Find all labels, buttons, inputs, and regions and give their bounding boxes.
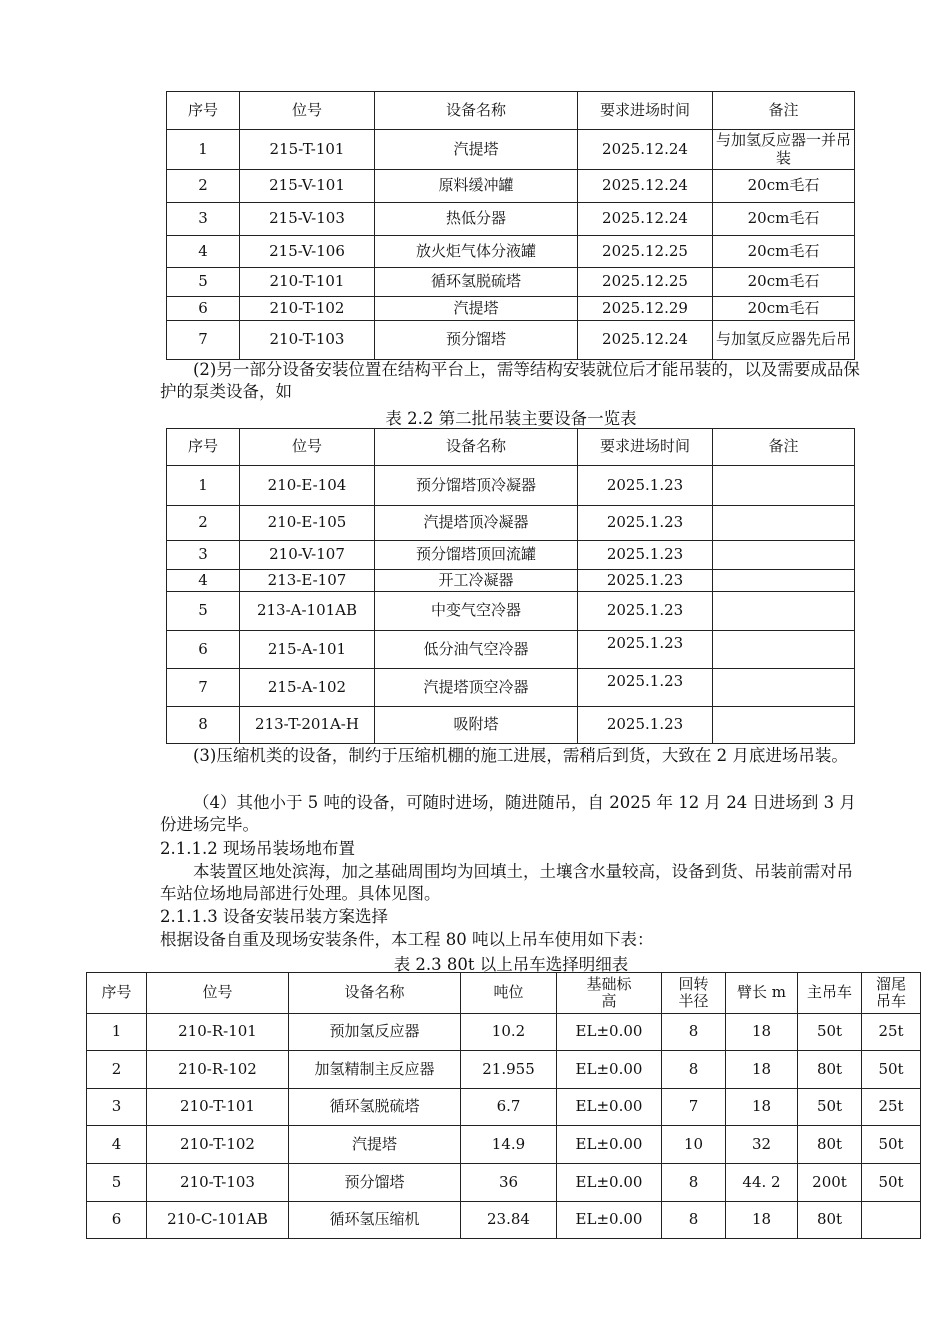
cell: 7 [167,669,240,707]
table-row [167,707,855,744]
cell: 4 [87,1126,147,1164]
cell: 7 [167,321,240,360]
table-row [167,236,855,268]
cell: 14.9 [461,1126,557,1164]
column-header: 臂长 m [726,973,798,1014]
cell: 放火炬气体分液罐 [375,236,578,268]
cell: 循环氢压缩机 [289,1202,461,1239]
cell: 5 [167,592,240,631]
cell: 2 [87,1051,147,1089]
table-row [167,297,855,321]
cell: 210-V-107 [240,541,375,570]
column-header: 设备名称 [289,973,461,1014]
cell: 210-C-101AB [147,1202,289,1239]
cell: 2025.12.24 [578,130,713,170]
cell: 2025.1.23 [578,541,713,570]
cell: 50t [798,1089,862,1126]
cell: 6 [167,631,240,669]
cell: 与加氢反应器一并吊装 [713,130,855,170]
table-row [87,1051,921,1089]
table-row [167,592,855,631]
cell: 3 [167,541,240,570]
table-crane-selection [86,972,921,1239]
cell: 210-T-103 [147,1164,289,1202]
cell: 低分油气空冷器 [375,631,578,669]
cell: 汽提塔顶冷凝器 [375,506,578,541]
cell: 4 [167,570,240,592]
paragraph-5: 本装置区地处滨海，加之基础周围均为回填土，土壤含水量较高，设备到货、吊装前需对吊车站位场地局部进行处理。具体见图。 [160,862,853,903]
cell: 200t [798,1164,862,1202]
cell: EL±0.00 [557,1051,662,1089]
cell: 8 [662,1202,726,1239]
cell: 20cm毛石 [713,297,855,321]
cell: 2 [167,506,240,541]
cell: 1 [167,466,240,506]
table-row [87,1164,921,1202]
cell: 50t [862,1126,921,1164]
cell: 210-R-101 [147,1014,289,1051]
cell: 80t [798,1126,862,1164]
cell: 6 [87,1202,147,1239]
cell: 10 [662,1126,726,1164]
cell: 20cm毛石 [713,170,855,203]
cell: EL±0.00 [557,1014,662,1051]
cell: 6 [167,297,240,321]
table-row [167,669,855,707]
table-row [167,541,855,570]
cell [713,506,855,541]
cell [713,541,855,570]
cell: 循环氢脱硫塔 [375,268,578,297]
column-header: 序号 [167,429,240,466]
cell: 80t [798,1051,862,1089]
cell: 213-T-201A-H [240,707,375,744]
cell: 预加氢反应器 [289,1014,461,1051]
cell: 预分馏塔 [289,1164,461,1202]
cell: EL±0.00 [557,1164,662,1202]
cell: 215-T-101 [240,130,375,170]
cell [713,631,855,669]
cell: 原料缓冲罐 [375,170,578,203]
column-header: 位号 [240,429,375,466]
cell [713,707,855,744]
cell: 210-E-105 [240,506,375,541]
cell: 循环氢脱硫塔 [289,1089,461,1126]
cell: 8 [662,1164,726,1202]
cell: 2 [167,170,240,203]
cell [713,669,855,707]
cell: 2025.12.24 [578,203,713,236]
cell: 215-V-103 [240,203,375,236]
paragraph-3: (3)压缩机类的设备，制约于压缩机棚的施工进展，需稍后到货，大致在 2 月底进场吊装。 [193,746,848,765]
cell: 32 [726,1126,798,1164]
cell: 8 [662,1051,726,1089]
cell: 2025.12.29 [578,297,713,321]
cell: 汽提塔 [375,130,578,170]
cell: 2025.1.23 [578,707,713,744]
cell: 3 [87,1089,147,1126]
cell: 215-A-101 [240,631,375,669]
paragraph-6: 根据设备自重及现场安装条件，本工程 80 吨以上吊车使用如下表： [160,930,654,949]
table-row [167,170,855,203]
cell: 210-T-101 [147,1089,289,1126]
table-caption-3: 表 2.3 80t 以上吊车选择明细表 [393,955,629,974]
column-header: 设备名称 [375,429,578,466]
table-row [167,506,855,541]
cell: 21.955 [461,1051,557,1089]
cell: 预分馏塔顶冷凝器 [375,466,578,506]
cell: 2025.12.25 [578,236,713,268]
cell: 1 [167,130,240,170]
cell: 44. 2 [726,1164,798,1202]
cell: EL±0.00 [557,1089,662,1126]
cell: 2025.1.23 [578,570,713,592]
table-second-batch [166,428,855,744]
cell [713,592,855,631]
table-row [87,1202,921,1239]
cell: EL±0.00 [557,1126,662,1164]
cell: 213-E-107 [240,570,375,592]
table-caption-2: 表 2.2 第二批吊装主要设备一览表 [385,409,637,428]
cell: 8 [662,1014,726,1051]
cell: 2025.12.24 [578,170,713,203]
cell: 2025.1.23 [578,506,713,541]
cell: 210-R-102 [147,1051,289,1089]
cell: 18 [726,1202,798,1239]
cell: 预分馏塔顶回流罐 [375,541,578,570]
cell: 热低分器 [375,203,578,236]
cell: 吸附塔 [375,707,578,744]
table-row [167,466,855,506]
cell: 5 [167,268,240,297]
cell: 25t [862,1089,921,1126]
cell: 210-T-103 [240,321,375,360]
cell: 20cm毛石 [713,268,855,297]
table-row [87,1126,921,1164]
cell: 2025.1.23 [578,592,713,631]
column-header: 基础标高 [557,973,662,1014]
cell: 18 [726,1051,798,1089]
cell: 50t [862,1051,921,1089]
cell: 213-A-101AB [240,592,375,631]
cell: 80t [798,1202,862,1239]
cell [713,466,855,506]
table-row [167,130,855,170]
column-header: 要求进场时间 [578,429,713,466]
table-row [167,631,855,669]
cell: 汽提塔顶空冷器 [375,669,578,707]
cell: 汽提塔 [289,1126,461,1164]
table-row [87,1089,921,1126]
column-header: 溜尾吊车 [862,973,921,1014]
column-header: 主吊车 [798,973,862,1014]
table-row [167,321,855,360]
cell: 2025.12.24 [578,321,713,360]
cell: 210-T-102 [240,297,375,321]
cell: 23.84 [461,1202,557,1239]
cell: 210-E-104 [240,466,375,506]
cell: 加氢精制主反应器 [289,1051,461,1089]
cell: 预分馏塔 [375,321,578,360]
column-header: 序号 [167,92,240,130]
cell: 2025.1.23 [578,466,713,506]
cell: 215-A-102 [240,669,375,707]
cell: 10.2 [461,1014,557,1051]
cell: 25t [862,1014,921,1051]
cell: 210-T-101 [240,268,375,297]
cell: 4 [167,236,240,268]
column-header: 要求进场时间 [578,92,713,130]
column-header: 位号 [240,92,375,130]
table-row [167,570,855,592]
cell: 3 [167,203,240,236]
column-header: 回转半径 [662,973,726,1014]
paragraph-4: （4）其他小于 5 吨的设备，可随时进场，随进随吊，自 2025 年 12 月 24 日进场到 3 月份进场完毕。 [160,793,856,834]
paragraph-2: (2)另一部分设备安装位置在结构平台上，需等结构安装就位后才能吊装的，以及需要成品保护的泵类设备，如 [160,360,860,401]
cell [862,1202,921,1239]
cell: 与加氢反应器先后吊 [713,321,855,360]
column-header: 序号 [87,973,147,1014]
cell: 20cm毛石 [713,203,855,236]
cell: 8 [167,707,240,744]
cell: 2025.1.23 [578,631,713,669]
cell: 7 [662,1089,726,1126]
section-heading-2-1-1-2: 2.1.1.2 现场吊装场地布置 [160,839,355,858]
cell: 18 [726,1089,798,1126]
table-row [167,203,855,236]
cell: 36 [461,1164,557,1202]
table-row [167,268,855,297]
table-row [87,1014,921,1051]
cell: 6.7 [461,1089,557,1126]
cell: 汽提塔 [375,297,578,321]
cell: 开工冷凝器 [375,570,578,592]
cell: EL±0.00 [557,1202,662,1239]
table-first-batch [166,91,855,360]
section-heading-2-1-1-3: 2.1.1.3 设备安装吊装方案选择 [160,907,388,926]
cell: 5 [87,1164,147,1202]
column-header: 位号 [147,973,289,1014]
column-header: 备注 [713,429,855,466]
cell: 2025.12.25 [578,268,713,297]
cell: 50t [798,1014,862,1051]
cell: 215-V-101 [240,170,375,203]
cell: 18 [726,1014,798,1051]
cell: 210-T-102 [147,1126,289,1164]
column-header: 备注 [713,92,855,130]
cell: 20cm毛石 [713,236,855,268]
column-header: 设备名称 [375,92,578,130]
cell: 215-V-106 [240,236,375,268]
cell: 中变气空冷器 [375,592,578,631]
cell: 2025.1.23 [578,669,713,707]
column-header: 吨位 [461,973,557,1014]
cell: 50t [862,1164,921,1202]
cell [713,570,855,592]
cell: 1 [87,1014,147,1051]
